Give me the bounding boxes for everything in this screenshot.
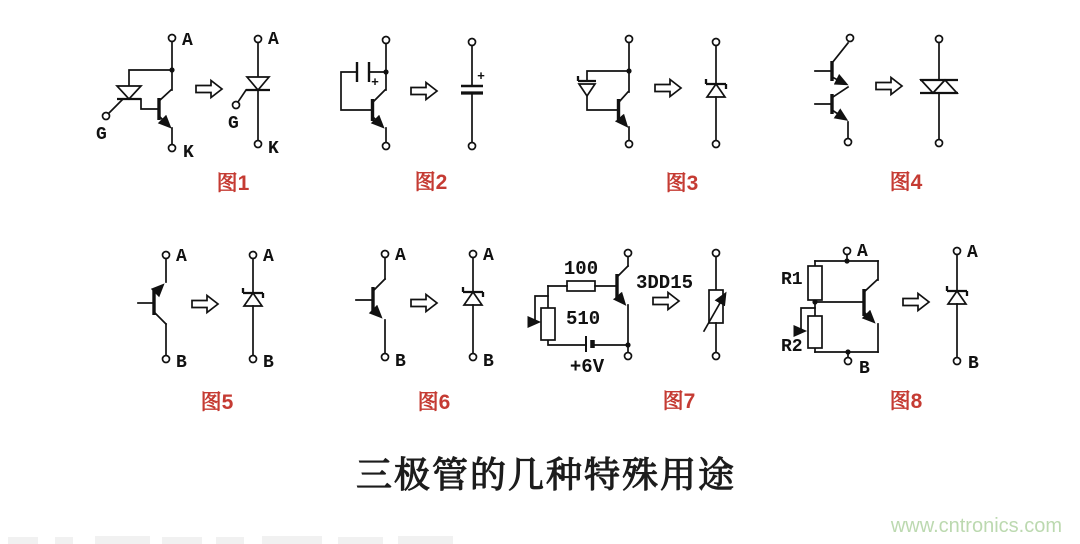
potentiometer-value: 510	[566, 308, 601, 330]
npn-transistor-symbol	[619, 92, 629, 124]
terminal-label: B	[483, 352, 494, 372]
figure-label: 图8	[889, 390, 923, 413]
transistor-symbol	[138, 287, 166, 324]
gate-wire	[238, 90, 246, 102]
figure-1-circuit	[96, 31, 194, 163]
figure-8-equivalent	[947, 243, 979, 374]
terminal	[470, 251, 477, 258]
npn-transistor-symbol	[617, 266, 628, 302]
watermark: www.cntronics.com	[890, 515, 1062, 537]
potentiometer-symbol	[532, 296, 555, 340]
figure-2-equivalent	[461, 39, 485, 150]
figure-8	[781, 242, 979, 413]
figure-6	[356, 246, 494, 414]
figure-2	[341, 37, 485, 195]
npn-transistor-symbol	[159, 90, 171, 125]
cutoff-text-fragment	[8, 536, 453, 544]
terminal	[163, 356, 170, 363]
transistor-model-label: 3DD15	[636, 272, 694, 294]
terminal	[713, 353, 720, 360]
terminal	[163, 252, 170, 259]
terminal	[713, 39, 720, 46]
terminal-label: G	[228, 114, 239, 134]
figure-1-equivalent	[228, 30, 279, 159]
terminal-cathode	[169, 145, 176, 152]
terminal	[469, 143, 476, 150]
figure-label: 图7	[662, 390, 696, 413]
figure-3	[578, 36, 726, 196]
gate-wire	[108, 99, 123, 114]
terminal-label: B	[859, 359, 870, 379]
terminal-label: A	[176, 247, 187, 267]
figure-3-circuit	[578, 36, 633, 148]
terminal	[626, 36, 633, 43]
terminal	[936, 140, 943, 147]
wire	[141, 99, 157, 109]
terminal	[470, 354, 477, 361]
figure-4	[815, 35, 958, 195]
transistor-symbol	[356, 279, 385, 315]
equivalence-arrow-icon	[411, 83, 437, 100]
wire	[833, 87, 848, 97]
equivalence-arrow-icon	[876, 78, 902, 95]
figure-7-equivalent	[704, 250, 724, 360]
terminal	[845, 358, 852, 365]
terminal-label: K	[183, 143, 194, 163]
figure-4-circuit	[815, 35, 854, 146]
terminal	[250, 356, 257, 363]
diac-symbol	[920, 80, 958, 93]
terminal-label: B	[263, 353, 274, 373]
equivalence-arrow-icon	[653, 293, 679, 310]
terminal	[250, 252, 257, 259]
wire	[587, 96, 617, 110]
polarized-capacitor-symbol	[461, 86, 483, 93]
terminal-anode	[255, 36, 262, 43]
terminal	[383, 143, 390, 150]
battery-symbol	[586, 336, 593, 352]
transistor-symbol-lower	[815, 94, 844, 118]
polarity-mark: +	[477, 69, 485, 84]
terminal-gate	[233, 102, 240, 109]
resistor-symbol	[808, 266, 822, 300]
figure-label: 图1	[216, 172, 250, 195]
figure-3-equivalent	[706, 39, 726, 148]
terminal-label: A	[857, 242, 868, 262]
terminal-label: G	[96, 125, 107, 145]
wire	[129, 70, 172, 86]
resistor-value: 100	[563, 258, 599, 280]
terminal-label: A	[395, 246, 406, 266]
equivalence-arrow-icon	[411, 295, 437, 312]
figure-4-equivalent	[920, 36, 958, 147]
terminal	[845, 139, 852, 146]
figure-6-equivalent	[463, 246, 494, 372]
terminal	[625, 353, 632, 360]
npn-transistor-symbol	[373, 90, 386, 125]
terminal-label: B	[968, 354, 979, 374]
polarity-mark: +	[371, 75, 379, 90]
terminal	[382, 251, 389, 258]
resistor-label: R1	[781, 270, 803, 290]
figure-label: 图6	[417, 391, 451, 414]
terminal	[713, 250, 720, 257]
terminal-anode	[169, 35, 176, 42]
terminal-cathode	[255, 141, 262, 148]
figure-7-circuit	[532, 250, 693, 379]
variable-resistor-symbol	[704, 290, 724, 331]
capacitor-symbol	[357, 62, 369, 82]
wire	[587, 71, 629, 81]
equivalence-arrow-icon	[196, 81, 222, 98]
terminal	[626, 141, 633, 148]
battery-voltage: +6V	[569, 356, 605, 378]
terminal-label: A	[967, 243, 978, 263]
terminal	[936, 36, 943, 43]
transistor-symbol-upper	[815, 43, 848, 83]
figure-5-circuit	[138, 247, 187, 373]
terminal	[469, 39, 476, 46]
terminal-gate	[103, 113, 110, 120]
gate-diode-symbol	[117, 86, 141, 99]
figure-8-circuit	[781, 242, 878, 379]
equivalence-arrow-icon	[192, 296, 218, 313]
terminal	[625, 250, 632, 257]
potentiometer-label: R2	[781, 337, 803, 357]
terminal-label: B	[395, 352, 406, 372]
figure-label: 图5	[200, 391, 234, 414]
terminal-label: B	[176, 353, 187, 373]
terminal-label: K	[268, 139, 279, 159]
terminal-label: A	[483, 246, 494, 266]
figure-7	[532, 250, 724, 414]
figure-label: 图2	[414, 171, 448, 194]
terminal	[713, 141, 720, 148]
figure-6-circuit	[356, 246, 406, 372]
terminal	[844, 248, 851, 255]
terminal	[847, 35, 854, 42]
figure-1	[96, 30, 279, 195]
terminal	[954, 358, 961, 365]
figure-label: 图4	[889, 171, 923, 194]
equivalence-arrow-icon	[655, 80, 681, 97]
npn-transistor-symbol	[864, 280, 877, 320]
terminal	[383, 37, 390, 44]
terminal	[382, 354, 389, 361]
figure-5-equivalent	[243, 247, 274, 373]
figure-2-circuit	[341, 37, 390, 150]
resistor-symbol	[567, 281, 595, 291]
figure-label: 图3	[665, 172, 699, 195]
terminal-label: A	[263, 247, 274, 267]
terminal	[954, 248, 961, 255]
thyristor-symbol	[246, 77, 270, 90]
terminal-label: A	[268, 30, 279, 50]
caption-title: 三极管的几种特殊用途	[355, 454, 737, 495]
equivalence-arrow-icon	[903, 294, 929, 311]
terminal-label: A	[182, 31, 193, 51]
figure-5	[138, 247, 274, 414]
